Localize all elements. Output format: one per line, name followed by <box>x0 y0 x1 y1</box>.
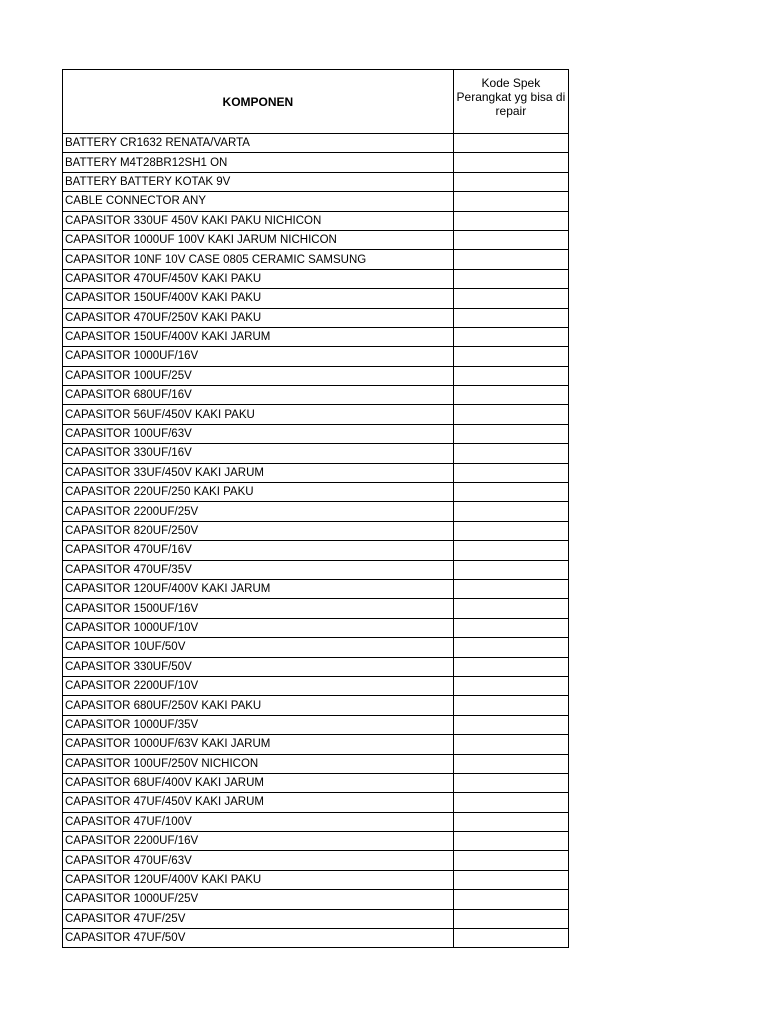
kode-cell[interactable] <box>453 696 568 715</box>
komponen-cell[interactable]: CAPASITOR 2200UF/10V <box>63 676 454 695</box>
kode-cell[interactable] <box>453 327 568 346</box>
table-row <box>63 269 569 288</box>
table-row <box>63 192 569 211</box>
kode-cell[interactable] <box>453 483 568 502</box>
table-row <box>63 909 569 928</box>
table-row <box>63 347 569 366</box>
komponen-cell[interactable]: CAPASITOR 1000UF 100V KAKI JARUM NICHICON <box>63 230 454 249</box>
komponen-cell[interactable]: CAPASITOR 2200UF/16V <box>63 832 454 851</box>
table-row <box>63 929 569 948</box>
table-row <box>63 754 569 773</box>
kode-cell[interactable] <box>453 754 568 773</box>
kode-cell[interactable] <box>453 502 568 521</box>
table-row <box>63 134 569 153</box>
kode-cell[interactable] <box>453 676 568 695</box>
komponen-cell[interactable]: CAPASITOR 68UF/400V KAKI JARUM <box>63 773 454 792</box>
komponen-cell[interactable]: CAPASITOR 330UF/16V <box>63 444 454 463</box>
table-row <box>63 579 569 598</box>
header-row <box>63 70 569 134</box>
table-row <box>63 502 569 521</box>
table-row <box>63 153 569 172</box>
kode-cell[interactable] <box>453 715 568 734</box>
table-body <box>63 134 569 948</box>
komponen-cell[interactable]: CAPASITOR 1000UF/25V <box>63 890 454 909</box>
komponen-cell[interactable]: CAPASITOR 100UF/63V <box>63 424 454 443</box>
table-row <box>63 250 569 269</box>
komponen-cell[interactable]: CAPASITOR 1000UF/63V KAKI JARUM <box>63 735 454 754</box>
komponen-cell[interactable]: CAPASITOR 680UF/250V KAKI PAKU <box>63 696 454 715</box>
kode-cell[interactable] <box>453 347 568 366</box>
table-row <box>63 308 569 327</box>
table-row <box>63 172 569 191</box>
kode-cell[interactable] <box>453 444 568 463</box>
kode-cell[interactable] <box>453 909 568 928</box>
table-row <box>63 211 569 230</box>
komponen-cell[interactable]: CAPASITOR 120UF/400V KAKI JARUM <box>63 579 454 598</box>
table-row <box>63 638 569 657</box>
table-row <box>63 696 569 715</box>
komponen-cell[interactable]: CAPASITOR 470UF/35V <box>63 560 454 579</box>
table-row <box>63 386 569 405</box>
kode-cell[interactable] <box>453 269 568 288</box>
table-row <box>63 366 569 385</box>
kode-cell[interactable] <box>453 870 568 889</box>
table-row <box>63 870 569 889</box>
kode-cell[interactable] <box>453 250 568 269</box>
kode-cell[interactable] <box>453 172 568 191</box>
table-row <box>63 812 569 831</box>
kode-cell[interactable] <box>453 521 568 540</box>
table-row <box>63 424 569 443</box>
table-row <box>63 560 569 579</box>
table-row <box>63 793 569 812</box>
table-row <box>63 599 569 618</box>
komponen-cell[interactable]: CAPASITOR 10NF 10V CASE 0805 CERAMIC SAMSUNG <box>63 250 454 269</box>
kode-cell[interactable] <box>453 735 568 754</box>
kode-cell[interactable] <box>453 405 568 424</box>
komponen-cell[interactable]: CAPASITOR 150UF/400V KAKI PAKU <box>63 289 454 308</box>
komponen-cell[interactable]: CAPASITOR 330UF 450V KAKI PAKU NICHICON <box>63 211 454 230</box>
table-row <box>63 773 569 792</box>
table-row <box>63 618 569 637</box>
kode-cell[interactable] <box>453 929 568 948</box>
kode-cell[interactable] <box>453 560 568 579</box>
komponen-cell[interactable]: CAPASITOR 680UF/16V <box>63 386 454 405</box>
table-row <box>63 832 569 851</box>
table-row <box>63 289 569 308</box>
table-row <box>63 483 569 502</box>
kode-cell[interactable] <box>453 832 568 851</box>
komponen-cell[interactable]: BATTERY BATTERY KOTAK 9V <box>63 172 454 191</box>
komponen-cell[interactable]: CAPASITOR 470UF/16V <box>63 541 454 560</box>
table-row <box>63 851 569 870</box>
komponen-cell[interactable]: CAPASITOR 470UF/450V KAKI PAKU <box>63 269 454 288</box>
kode-cell[interactable] <box>453 579 568 598</box>
header-komponen: KOMPONEN <box>63 70 454 134</box>
table-row <box>63 890 569 909</box>
kode-cell[interactable] <box>453 793 568 812</box>
komponen-cell[interactable]: CAPASITOR 33UF/450V KAKI JARUM <box>63 463 454 482</box>
kode-cell[interactable] <box>453 366 568 385</box>
kode-cell[interactable] <box>453 851 568 870</box>
komponen-cell[interactable]: CAPASITOR 100UF/250V NICHICON <box>63 754 454 773</box>
komponen-cell[interactable]: CAPASITOR 47UF/50V <box>63 929 454 948</box>
kode-cell[interactable] <box>453 289 568 308</box>
komponen-cell[interactable]: CAPASITOR 2200UF/25V <box>63 502 454 521</box>
table-row <box>63 676 569 695</box>
kode-cell[interactable] <box>453 773 568 792</box>
komponen-cell[interactable]: CAPASITOR 56UF/450V KAKI PAKU <box>63 405 454 424</box>
komponen-cell[interactable]: CAPASITOR 470UF/250V KAKI PAKU <box>63 308 454 327</box>
komponen-cell[interactable]: CAPASITOR 330UF/50V <box>63 657 454 676</box>
komponen-cell[interactable]: CAPASITOR 470UF/63V <box>63 851 454 870</box>
komponen-cell[interactable]: CAPASITOR 1000UF/10V <box>63 618 454 637</box>
komponen-cell[interactable]: CAPASITOR 1000UF/16V <box>63 347 454 366</box>
table-row <box>63 715 569 734</box>
kode-cell[interactable] <box>453 657 568 676</box>
table-row <box>63 405 569 424</box>
table-row <box>63 521 569 540</box>
table-row <box>63 230 569 249</box>
kode-cell[interactable] <box>453 424 568 443</box>
kode-cell[interactable] <box>453 308 568 327</box>
komponen-cell[interactable]: CABLE CONNECTOR ANY <box>63 192 454 211</box>
kode-cell[interactable] <box>453 890 568 909</box>
table-row <box>63 735 569 754</box>
table-row <box>63 541 569 560</box>
header-kode: Kode Spek Perangkat yg bisa di repair <box>453 70 568 134</box>
kode-cell[interactable] <box>453 153 568 172</box>
kode-cell[interactable] <box>453 599 568 618</box>
table-row <box>63 444 569 463</box>
komponen-cell[interactable]: CAPASITOR 820UF/250V <box>63 521 454 540</box>
komponen-cell[interactable]: CAPASITOR 220UF/250 KAKI PAKU <box>63 483 454 502</box>
kode-cell[interactable] <box>453 812 568 831</box>
komponen-cell[interactable]: CAPASITOR 47UF/100V <box>63 812 454 831</box>
komponen-cell[interactable]: CAPASITOR 1000UF/35V <box>63 715 454 734</box>
component-table <box>62 69 569 948</box>
komponen-cell[interactable]: BATTERY M4T28BR12SH1 ON <box>63 153 454 172</box>
kode-cell[interactable] <box>453 541 568 560</box>
komponen-cell[interactable]: CAPASITOR 100UF/25V <box>63 366 454 385</box>
kode-cell[interactable] <box>453 386 568 405</box>
kode-cell[interactable] <box>453 618 568 637</box>
table-row <box>63 657 569 676</box>
komponen-cell[interactable]: CAPASITOR 47UF/25V <box>63 909 454 928</box>
komponen-cell[interactable]: CAPASITOR 1500UF/16V <box>63 599 454 618</box>
komponen-cell[interactable]: CAPASITOR 47UF/450V KAKI JARUM <box>63 793 454 812</box>
komponen-cell[interactable]: CAPASITOR 150UF/400V KAKI JARUM <box>63 327 454 346</box>
komponen-cell[interactable]: CAPASITOR 120UF/400V KAKI PAKU <box>63 870 454 889</box>
kode-cell[interactable] <box>453 134 568 153</box>
komponen-cell[interactable]: CAPASITOR 10UF/50V <box>63 638 454 657</box>
kode-cell[interactable] <box>453 192 568 211</box>
kode-cell[interactable] <box>453 230 568 249</box>
kode-cell[interactable] <box>453 211 568 230</box>
komponen-cell[interactable]: BATTERY CR1632 RENATA/VARTA <box>63 134 454 153</box>
table-row <box>63 327 569 346</box>
kode-cell[interactable] <box>453 463 568 482</box>
kode-cell[interactable] <box>453 638 568 657</box>
table-row <box>63 463 569 482</box>
